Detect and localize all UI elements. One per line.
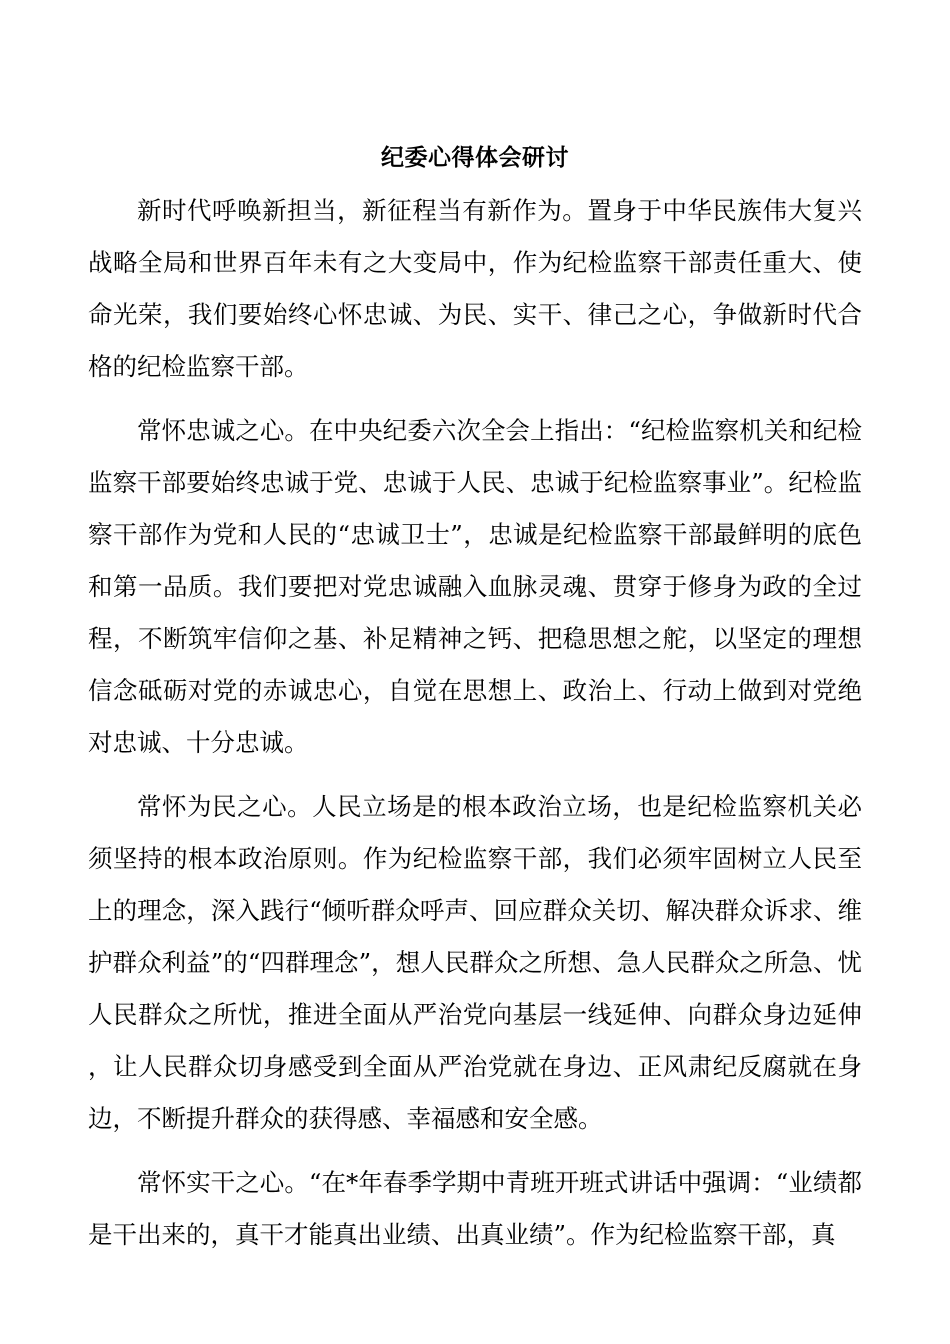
paragraph-loyalty: 常怀忠诚之心。在中央纪委六次全会上指出：“纪检监察机关和纪检监察干部要始终忠诚于党、忠诚于人民、忠诚于纪检监察事业”。纪检监察干部作为党和人民的“忠诚卫士”，忠诚是纪检监察干部最鲜明的底色和第一品质。我们要把对党忠诚融入血脉灵魂、贯穿于修身为政的全过程，不断筑牢信仰之基、补足精神之钙、把稳思想之舵，以坚定的理想信念砥砺对党的赤诚忠心，自觉在思想上、政治上、行动上做到对党绝对忠诚、十分忠诚。 (88, 416, 862, 757)
paragraph-practical: 常怀实干之心。“在*年春季学期中青班开班式讲话中强调：“业绩都是干出来的，真干才能真出业绩、出真业绩”。作为纪检监察干部，真 (88, 1168, 862, 1249)
document-body (88, 185, 862, 1273)
document-title: 纪委心得体会研讨 (381, 145, 569, 171)
paragraph-intro: 新时代呼唤新担当，新征程当有新作为。置身于中华民族伟大复兴战略全局和世界百年未有之大变局中，作为纪检监察干部责任重大、使命光荣，我们要始终心怀忠诚、为民、实干、律己之心，争做新时代合格的纪检监察干部。 (88, 196, 862, 381)
paragraph-people: 常怀为民之心。人民立场是的根本政治立场，也是纪检监察机关必须坚持的根本政治原则。作为纪检监察干部，我们必须牢固树立人民至上的理念，深入践行“倾听群众呼声、回应群众关切、解决群众诉求、维护群众利益”的“四群理念”，想人民群众之所想、急人民群众之所急、忧人民群众之所忧，推进全面从严治党向基层一线延伸、向群众身边延伸，让人民群众切身感受到全面从严治党就在身边、正风肃纪反腐就在身边，不断提升群众的获得感、幸福感和安全感。 (88, 792, 862, 1133)
